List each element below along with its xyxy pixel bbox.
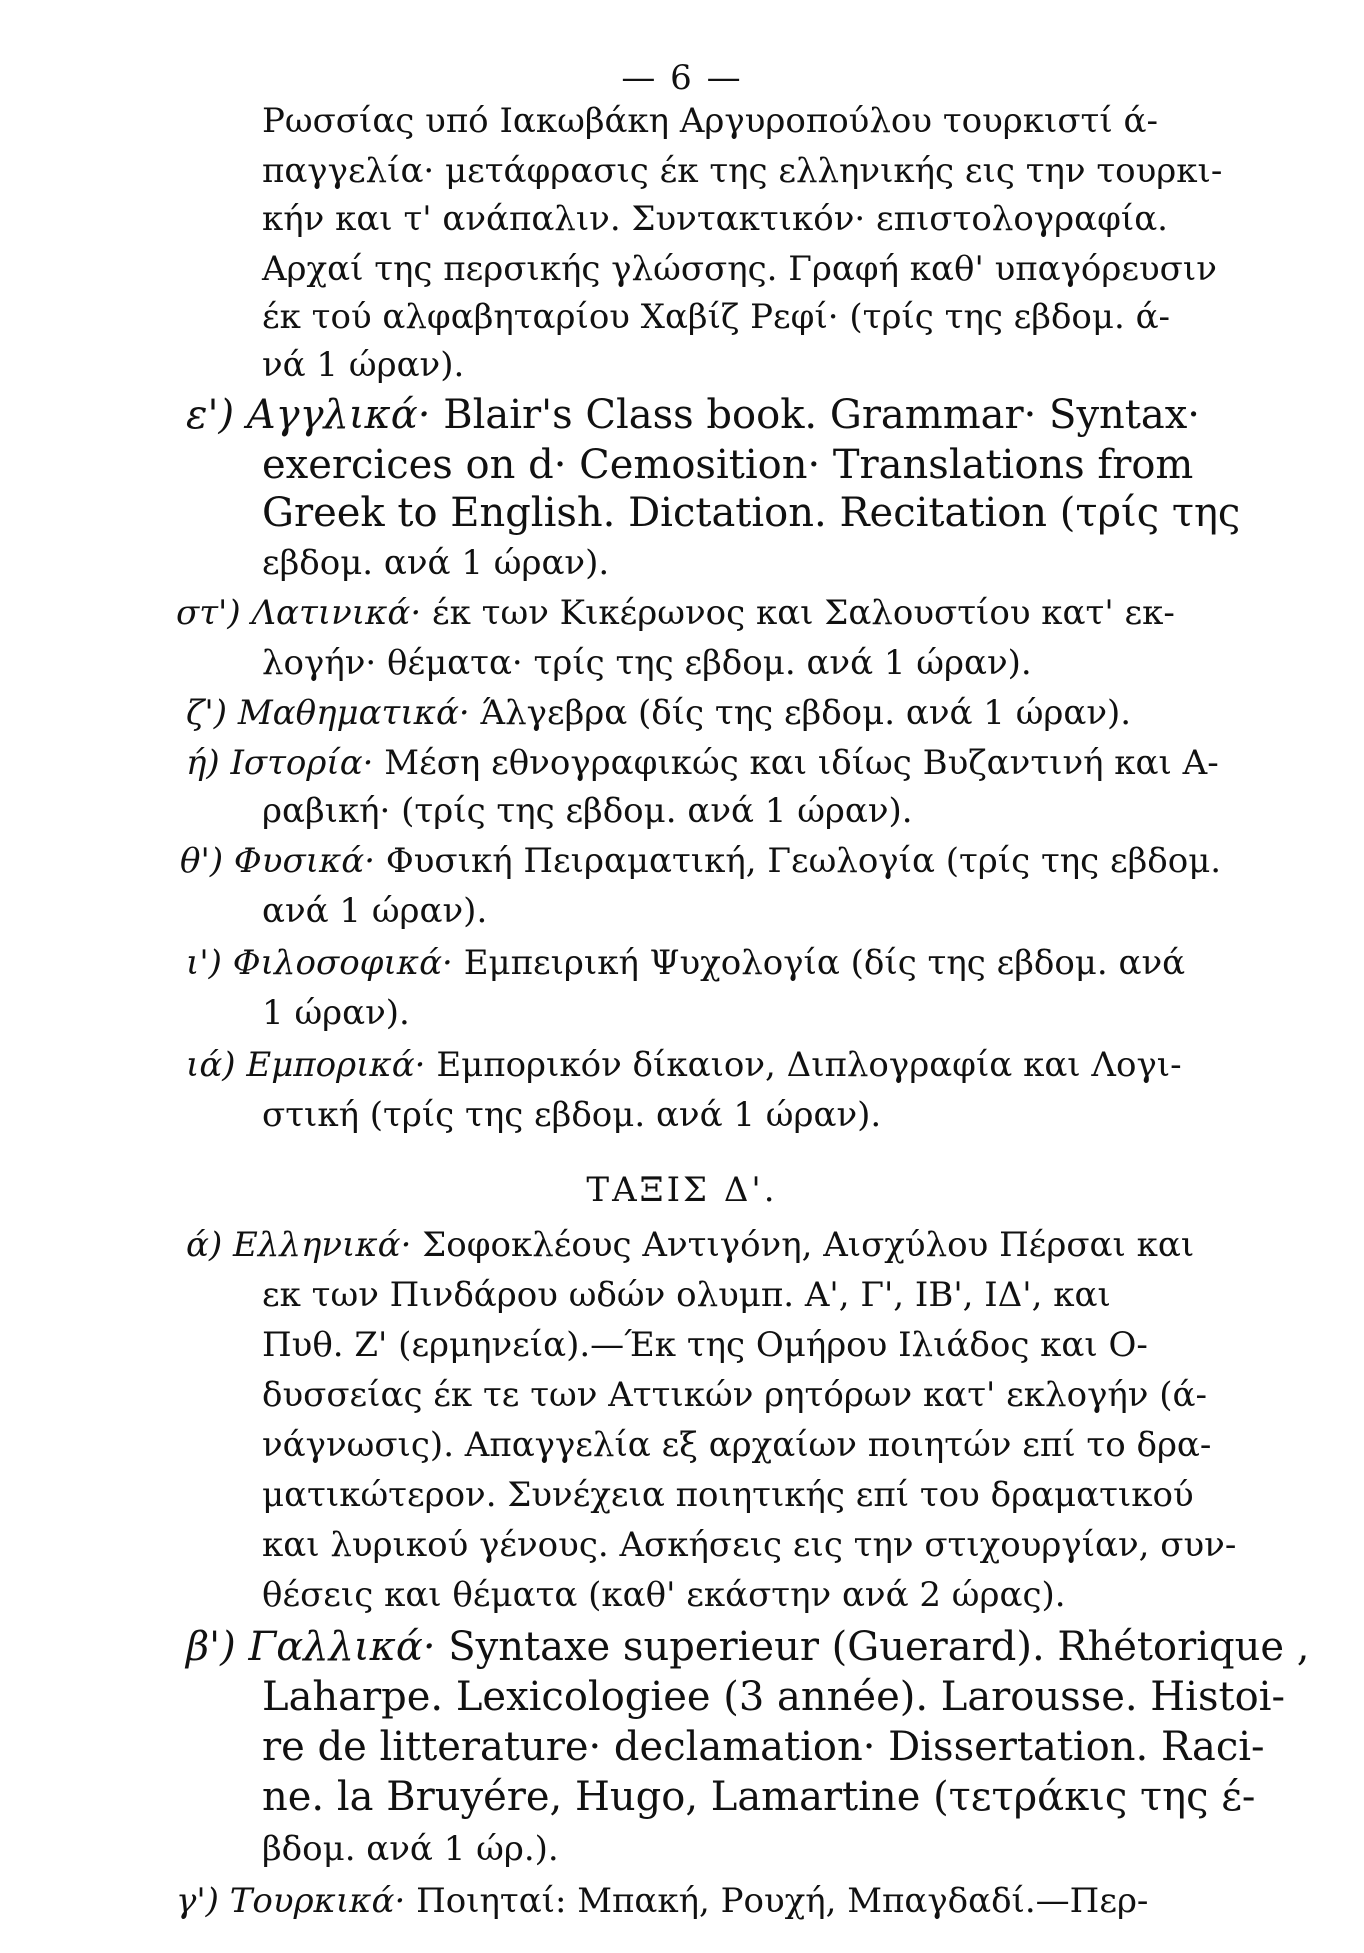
text-line: ανά 1 ώραν).: [262, 891, 488, 931]
text-line: κήν και τ' ανάπαλιν. Συντακτικόν· επιστολογραφία.: [262, 199, 1168, 239]
item-label: γ'): [176, 1881, 219, 1921]
subject-entry-commerce: [186, 1042, 1182, 1088]
subject-text: έκ των Κικέρωνος και Σαλουστίου κατ' εκ-: [431, 593, 1175, 633]
subject-name: Φυσικά·: [233, 841, 376, 881]
item-label: ά): [186, 1225, 223, 1265]
item-label: ζ'): [186, 693, 228, 733]
text-line: λογήν· θέματα· τρίς της εβδομ. ανά 1 ώραν).: [262, 643, 1032, 683]
text-line: Laharpe. Lexicologiee (3 année). Larousse. Histoi-: [262, 1674, 1285, 1720]
item-label: ε'): [186, 392, 235, 438]
subject-text: Σοφοκλέους Αντιγόνη, Αισχύλου Πέρσαι και: [422, 1225, 1195, 1265]
item-label: στ'): [176, 593, 241, 633]
text-line: έκ τού αλφαβηταρίου Χαβίζ Ρεφί· (τρίς της εβδομ. ά-: [262, 297, 1171, 337]
text-line: εκ των Πινδάρου ωδών ολυμπ. Α', Γ', ΙΒ', ΙΔ', και: [262, 1275, 1111, 1315]
item-label: ιά): [186, 1045, 236, 1085]
text-line: θέσεις και θέματα (καθ' εκάστην ανά 2 ώρας).: [262, 1575, 1066, 1615]
subject-text: Syntaxe superieur (Guerard). Rhétorique ,: [448, 1624, 1310, 1670]
text-line: ραβική· (τρίς της εβδομ. ανά 1 ώραν).: [262, 791, 913, 831]
item-label: β'): [186, 1624, 236, 1670]
text-line: νάγνωσις). Απαγγελία εξ αρχαίων ποιητών επί το δρα-: [262, 1425, 1212, 1465]
text-line: και λυρικού γένους. Ασκήσεις εις την στιχουργίαν, συν-: [262, 1525, 1237, 1565]
section-heading: ΤΑΞΙΣ Δ'.: [586, 1170, 778, 1210]
subject-name: Αγγλικά·: [246, 392, 431, 438]
subject-name: Εμπορικά·: [246, 1045, 426, 1085]
text-line: νά 1 ώραν).: [262, 345, 465, 385]
subject-name: Φιλοσοφικά·: [232, 943, 453, 983]
subject-entry-french: [186, 1622, 1309, 1672]
text-line: Πυθ. Ζ' (ερμηνεία).—Έκ της Ομήρου Ιλιάδος και Ο-: [262, 1325, 1148, 1365]
subject-text: Φυσική Πειραματική, Γεωλογία (τρίς της εβδομ.: [385, 841, 1222, 881]
subject-text: Μέση εθνογραφικώς και ιδίως Βυζαντινή και Α-: [384, 743, 1219, 783]
text-line: βδομ. ανά 1 ώρ.).: [262, 1829, 559, 1869]
text-line: ματικώτερον. Συνέχεια ποιητικής επί του δραματικού: [262, 1475, 1194, 1515]
subject-name: Λατινικά·: [251, 593, 422, 633]
text-line: εβδομ. ανά 1 ώραν).: [262, 543, 610, 583]
subject-entry-english: [186, 390, 1200, 440]
subject-name: Μαθηματικά·: [237, 693, 470, 733]
item-label: ή): [186, 743, 220, 783]
subject-entry-greek: [186, 1222, 1194, 1268]
text-line: στική (τρίς της εβδομ. ανά 1 ώραν).: [262, 1095, 882, 1135]
text-line: 1 ώραν).: [262, 993, 410, 1033]
text-line: Greek to English. Dictation. Recitation (τρίς της: [262, 490, 1241, 536]
subject-name: Ιστορία·: [230, 743, 374, 783]
subject-text: Ποιηταί: Μπακή, Ρουχή, Μπαγδαδί.—Περ-: [416, 1881, 1149, 1921]
text-line: ne. la Bruyére, Hugo, Lamartine (τετράκις της έ-: [262, 1774, 1256, 1820]
text-line: δυσσείας έκ τε των Αττικών ρητόρων κατ' εκλογήν (ά-: [262, 1375, 1207, 1415]
subject-entry-latin: [176, 590, 1175, 636]
subject-text: Εμπειρική Ψυχολογία (δίς της εβδομ. ανά: [463, 943, 1186, 983]
subject-text: Άλγεβρα (δίς της εβδομ. ανά 1 ώραν).: [480, 693, 1132, 733]
item-label: ι'): [186, 943, 222, 983]
subject-entry-philosophy: [186, 940, 1185, 986]
subject-name: Γαλλικά·: [248, 1624, 436, 1670]
text-line: re de litterature· declamation· Dissertation. Raci-: [262, 1724, 1265, 1770]
subject-name: Τουρκικά·: [229, 1881, 406, 1921]
subject-text: Blair's Class book. Grammar· Syntax·: [443, 392, 1200, 438]
text-line: Αρχαί της περσικής γλώσσης. Γραφή καθ' υπαγόρευσιν: [262, 249, 1217, 289]
subject-entry-physics: [180, 838, 1221, 884]
text-line: Ρωσσίας υπό Ιακωβάκη Αργυροπούλου τουρκιστί ά-: [262, 101, 1158, 141]
subject-entry-turkish: [176, 1878, 1148, 1924]
subject-text: Εμπορικόν δίκαιον, Διπλογραφία και Λογι-: [436, 1045, 1182, 1085]
subject-entry-mathematics: [186, 690, 1131, 736]
text-line: exercices on d· Cemosition· Translations from: [262, 442, 1194, 488]
page-number: — 6 —: [621, 58, 743, 98]
item-label: θ'): [180, 841, 224, 881]
subject-name: Ελληνικά·: [233, 1225, 412, 1265]
subject-entry-history: [186, 740, 1219, 786]
text-line: παγγελία· μετάφρασις έκ της ελληνικής εις την τουρκι-: [262, 151, 1223, 191]
